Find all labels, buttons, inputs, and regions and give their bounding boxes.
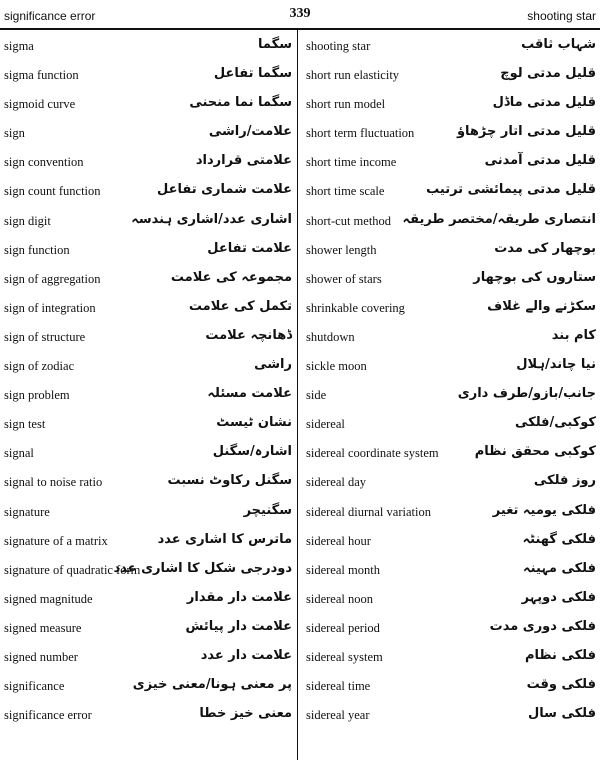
dictionary-entry [306,381,596,410]
dictionary-entry [306,119,596,148]
entry-term: sign count function [4,184,101,199]
entry-term: shooting star [306,39,371,53]
dictionary-entry [4,177,296,206]
dictionary-entry [4,585,296,614]
entry-term: sidereal year [306,708,370,723]
entry-translation: فلکی سال [527,706,596,722]
dictionary-entry [306,672,596,701]
entry-term: short time income [306,155,397,170]
entry-translation: اشارہ/سگنل [212,444,292,460]
entry-term: sign digit [4,213,51,228]
entry-translation: قلیل مدتی لوچ [500,66,596,82]
entry-term: sidereal period [306,620,380,635]
entry-term: significance error [4,708,92,723]
dictionary-entry [306,61,596,90]
entry-term: shower of stars [306,271,382,286]
entry-translation: کوکبی محقق نظام [474,444,596,460]
entry-translation: مجموعہ کی علامت [170,269,292,285]
dictionary-entry [4,527,296,556]
entry-translation: سگما [258,37,292,52]
entry-term: signature of quadratic form [4,562,141,577]
entry-translation: علامت/راشی [208,124,292,140]
dictionary-entry [306,32,596,61]
entry-translation: فلکی گھنٹہ [522,531,596,547]
dictionary-entry [4,236,296,265]
entry-term: sign of zodiac [4,359,75,374]
entry-translation: معنی خیز خطا [199,706,292,722]
entry-term: sigmoid curve [4,97,76,112]
dictionary-entry [4,207,296,236]
entry-translation: فلکی دوپہر [521,589,596,605]
entry-translation: علامتی قرارداد [195,153,292,169]
entry-translation: تکمل کی علامت [188,298,292,314]
right-column [306,32,596,730]
header-rule [0,28,600,30]
entry-translation: اشاری عدد/اشاری ہندسہ [131,211,292,227]
dictionary-entry [306,265,596,294]
entry-term: sign convention [4,155,84,170]
entry-translation: قلیل مدتی ماڈل [492,95,596,111]
entry-term: signal to noise ratio [4,475,103,490]
dictionary-entry [306,236,596,265]
entry-translation: علامت دار پیائش [185,618,292,634]
dictionary-entry [306,352,596,381]
entry-term: sign test [4,417,46,432]
entry-term: sidereal time [306,679,371,694]
entry-translation: علامت مسئلہ [207,386,292,402]
entry-term: short run model [306,97,386,112]
dictionary-entry [306,90,596,119]
entry-term: sidereal hour [306,533,371,548]
entry-translation: نیا چاند/ہلال [516,357,596,373]
entry-translation: بوچھار کی مدت [494,240,596,256]
dictionary-entry [4,352,296,381]
dictionary-entry [4,468,296,497]
entry-translation: انتصاری طریقہ/مختصر طریقہ [402,211,596,227]
entry-term: sign [4,126,25,141]
entry-term: signed magnitude [4,591,93,606]
entry-term: signal [4,446,34,461]
entry-translation: علامت دار عدد [200,647,292,663]
entry-term: signed measure [4,620,82,635]
dictionary-entry [4,643,296,672]
dictionary-entry [4,672,296,701]
dictionary-entry [306,177,596,206]
entry-term: shrinkable covering [306,300,405,315]
dictionary-entry [306,498,596,527]
dictionary-entry [4,90,296,119]
dictionary-entry [306,294,596,323]
left-column [4,32,296,730]
column-divider [297,29,298,760]
entry-translation: ستاروں کی بوچھار [473,269,596,285]
entry-translation: فلکی مہینہ [523,560,596,576]
dictionary-entry [306,701,596,730]
entry-term: sign function [4,242,70,257]
entry-translation: ڈھانچہ علامت [205,327,292,343]
entry-term: signature of a matrix [4,533,108,548]
entry-term: sidereal [306,417,345,432]
entry-translation: دودرجی شکل کا اشاری عدد [113,560,292,576]
entry-translation: راشی [254,357,292,373]
entry-term: sidereal month [306,562,380,577]
dictionary-entry [4,32,296,61]
dictionary-entry [306,468,596,497]
entry-translation: علامت دار مقدار [186,589,292,605]
entry-translation: قلیل مدتی آمدنی [484,153,596,169]
entry-translation: سکڑنے والے غلاف [487,298,596,314]
entry-term: signature [4,504,50,519]
entry-translation: نشان ٹیسٹ [216,415,292,431]
entry-translation: جانب/بازو/طرف داری [457,386,596,402]
entry-term: sign of integration [4,300,96,315]
dictionary-entry [306,439,596,468]
page-header [0,0,600,30]
entry-term: shutdown [306,329,355,344]
entry-translation: کام بند [551,327,596,343]
entry-term: sidereal day [306,475,367,490]
entry-translation: سگنل رکاوٹ نسبت [167,473,292,489]
entry-translation: فلکی یومیہ تغیر [492,502,596,518]
dictionary-entry [306,614,596,643]
dictionary-entry [306,556,596,585]
entry-term: short term fluctuation [306,126,415,141]
header-last-word: shooting star [527,9,596,23]
entry-term: significance [4,679,65,694]
entry-term: short-cut method [306,213,392,228]
dictionary-entry [4,119,296,148]
entry-term: sign of aggregation [4,271,101,286]
entry-term: sigma function [4,68,79,83]
entry-term: sickle moon [306,359,367,374]
entry-term: sidereal coordinate system [306,446,439,461]
entry-term: shower length [306,242,377,257]
entry-translation: قلیل مدتی اتار چڑھاؤ [456,124,596,140]
entry-translation: علامت شماری تفاعل [157,182,292,198]
entry-translation: فلکی دوری مدت [489,618,596,634]
entry-translation: سگما نما منحنی [189,95,292,111]
dictionary-entry [306,207,596,236]
entry-term: side [306,388,327,403]
dictionary-entry [4,439,296,468]
dictionary-entry [306,585,596,614]
dictionary-entry [306,527,596,556]
dictionary-entry [4,381,296,410]
dictionary-entry [4,614,296,643]
dictionary-entry [4,294,296,323]
entry-term: sign of structure [4,329,86,344]
dictionary-entry [306,323,596,352]
dictionary-entry [4,148,296,177]
dictionary-entry [4,701,296,730]
entry-translation: فلکی نظام [524,647,596,663]
entry-translation: سگنیچر [243,502,292,518]
entry-term: short run elasticity [306,68,400,83]
dictionary-entry [306,643,596,672]
entry-term: sidereal noon [306,591,373,606]
entry-term: sigma [4,39,34,53]
entry-translation: کوکبی/فلکی [514,415,596,431]
entry-translation: پر معنی ہونا/معنی خیزی [132,677,292,693]
page-number: 339 [289,6,311,21]
entry-term: sign problem [4,388,70,403]
entry-translation: شہاب ثاقب [521,37,596,52]
dictionary-entry [4,265,296,294]
entry-translation: روز فلکی [533,473,596,489]
entry-term: sidereal diurnal variation [306,504,431,519]
entry-translation: ماترس کا اشاری عدد [157,531,292,547]
entry-term: sidereal system [306,649,383,664]
entry-term: short time scale [306,184,385,199]
entry-translation: فلکی وقت [526,677,596,693]
dictionary-entry [4,556,296,585]
dictionary-entry [4,323,296,352]
dictionary-entry [4,410,296,439]
header-first-word: significance error [4,9,96,23]
entry-translation: علامت تفاعل [207,240,292,256]
entry-term: signed number [4,649,78,664]
entry-translation: قلیل مدتی پیمائشی ترتیب [426,182,596,198]
dictionary-entry [306,410,596,439]
entry-translation: سگما تفاعل [213,66,292,82]
dictionary-entry [306,148,596,177]
dictionary-entry [4,498,296,527]
dictionary-entry [4,61,296,90]
